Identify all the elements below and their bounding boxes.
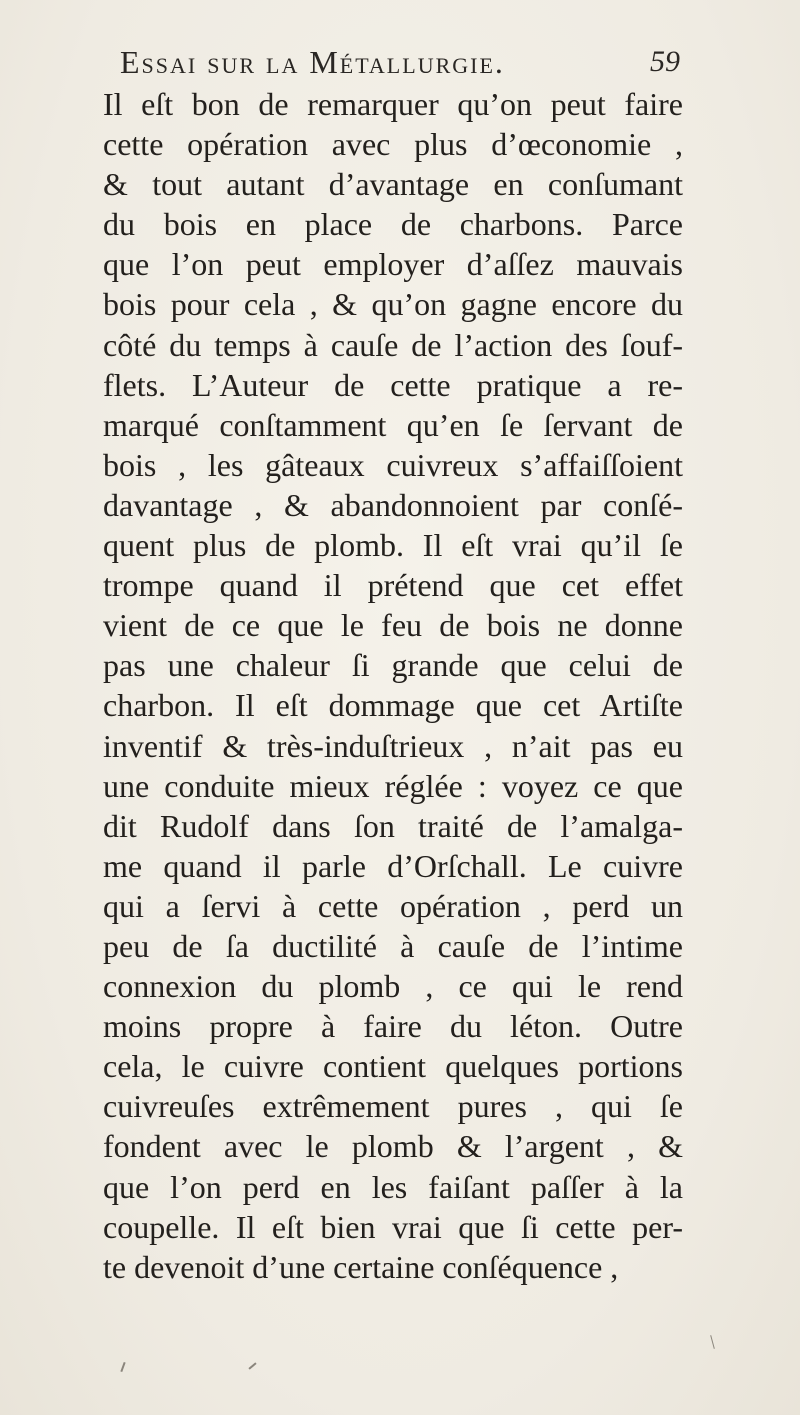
- text-line: que l’on peut employer d’aſſez mauvais: [103, 246, 683, 283]
- text-line: une conduite mieux réglée : voyez ce que: [103, 767, 683, 804]
- text-line: fondent avec le plomb & l’argent , &: [103, 1128, 683, 1165]
- text-line: que l’on perd en les faiſant paſſer à la: [103, 1168, 683, 1205]
- text-line: cuivreuſes extrêmement pures , qui ſe: [103, 1088, 683, 1125]
- text-line: davantage , & abandonnoient par conſé-: [103, 486, 683, 523]
- text-line: marqué conſtamment qu’en ſe ſervant de: [103, 406, 683, 443]
- text-line: bois pour cela , & qu’on gagne encore du: [103, 286, 683, 323]
- text-line: trompe quand il prétend que cet effet: [103, 567, 683, 604]
- text-line: Il eſt bon de remarquer qu’on peut faire: [103, 86, 683, 122]
- text-line: & tout autant d’avantage en conſumant: [103, 166, 683, 203]
- text-line: coupelle. Il eſt bien vrai que ſi cette per-: [103, 1208, 683, 1245]
- text-line: qui a ſervi à cette opération , perd un: [103, 887, 683, 924]
- text-line: quent plus de plomb. Il eſt vrai qu’il ſe: [103, 527, 683, 564]
- text-line: du bois en place de charbons. Parce: [103, 206, 683, 243]
- text-line: peu de ſa ductilité à cauſe de l’intime: [103, 927, 683, 964]
- paper-speck: [248, 1362, 256, 1369]
- text-line: moins propre à faire du léton. Outre: [103, 1008, 683, 1045]
- text-line: pas une chaleur ſi grande que celui de: [103, 647, 683, 684]
- paper-speck: [120, 1362, 125, 1372]
- running-title: Essai sur la Métallurgie.: [120, 44, 505, 80]
- text-line: connexion du plomb , ce qui le rend: [103, 968, 683, 1005]
- page-number: 59: [650, 45, 680, 78]
- text-line: cela, le cuivre contient quelques portions: [103, 1048, 683, 1085]
- text-line: me quand il parle d’Orſchall. Le cuivre: [103, 847, 683, 884]
- text-line: bois , les gâteaux cuivreux s’affaiſſoient: [103, 446, 683, 483]
- running-head: [120, 42, 680, 82]
- text-line: dit Rudolf dans ſon traité de l’amalga-: [103, 807, 683, 844]
- body-text: [103, 84, 683, 1287]
- text-line: côté du temps à cauſe de l’action des ſouf-: [103, 326, 683, 363]
- text-line: inventif & très-induſtrieux , n’ait pas eu: [103, 727, 683, 764]
- text-line: vient de ce que le feu de bois ne donne: [103, 607, 683, 644]
- text-line: charbon. Il eſt dommage que cet Artiſte: [103, 687, 683, 724]
- paper-speck: [710, 1335, 715, 1349]
- text-line: cette opération avec plus d’œconomie ,: [103, 126, 683, 163]
- text-line: te devenoit d’une certaine conſéquence ,: [103, 1248, 619, 1285]
- text-line: flets. L’Auteur de cette pratique a re-: [103, 366, 683, 403]
